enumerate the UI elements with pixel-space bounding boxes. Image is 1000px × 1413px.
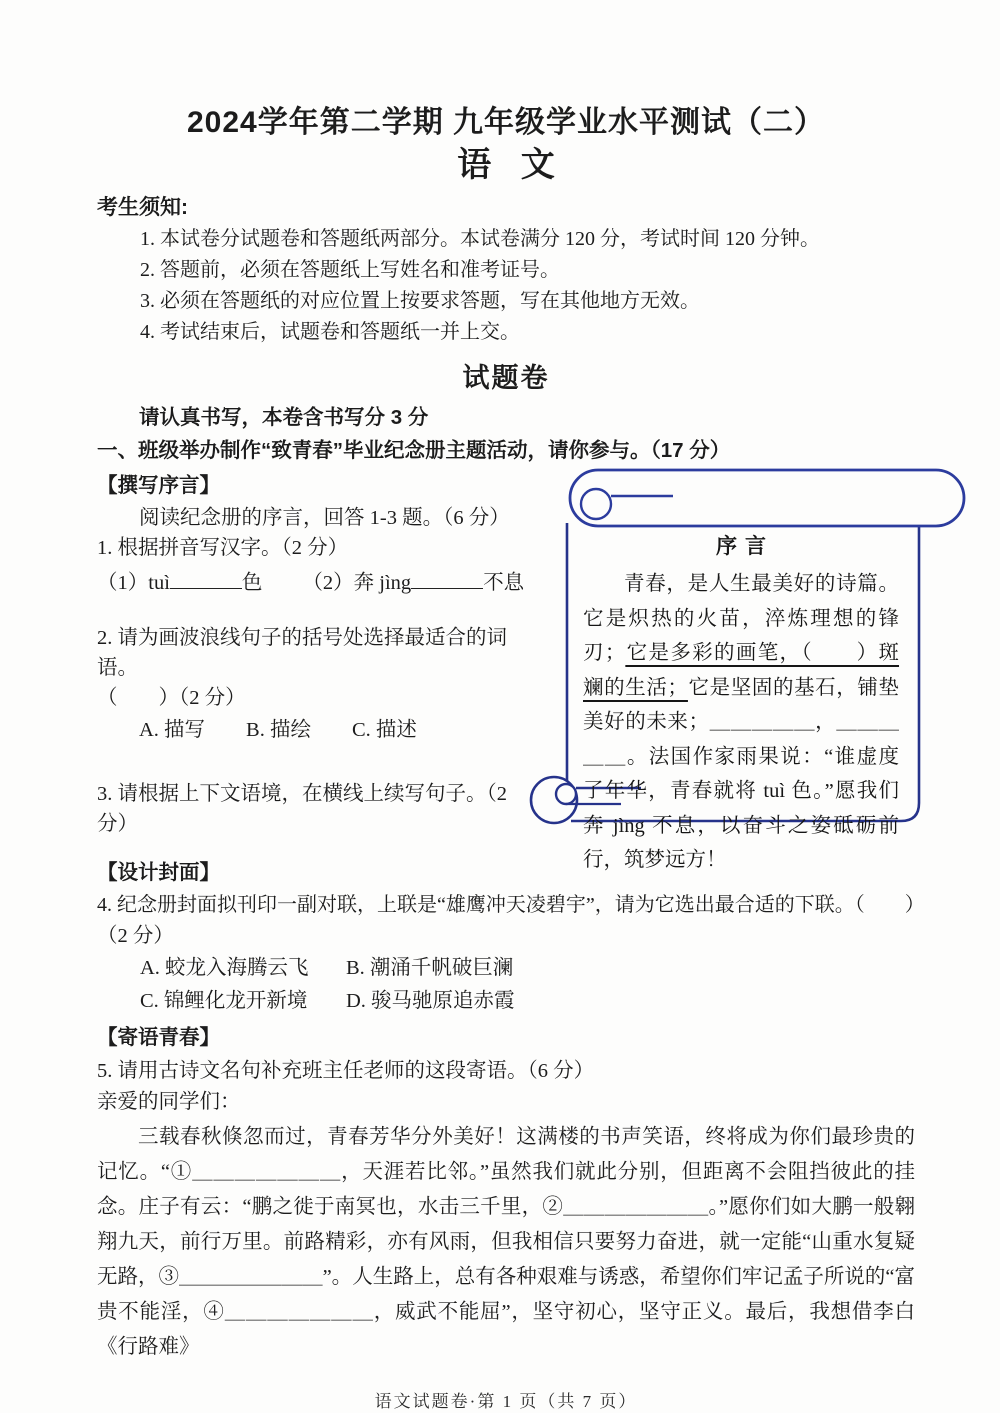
scroll-seg1: 青春，是人生最美好的诗篇。它是炽热的火苗，淬炼理想的锋刃； bbox=[583, 573, 899, 664]
question-2-line1: 2. 请为画波浪线句子的括号处选择最适合的词语。 bbox=[97, 627, 507, 679]
question-4-options-row1 bbox=[97, 952, 915, 984]
handwriting-note: 请认真书写，本卷含书写分 3 分 bbox=[139, 406, 429, 429]
notice-item: 4. 考试结束后，试题卷和答题纸一并上交。 bbox=[140, 321, 520, 343]
preface-intro: 阅读纪念册的序言，回答 1-3 题。（6 分） bbox=[139, 507, 510, 529]
question-1-item-1: （1）tuì 色 bbox=[97, 565, 262, 595]
exam-title: 2024学年第二学期 九年级学业水平测试（二） bbox=[186, 106, 826, 139]
subject-title: 语 文 bbox=[457, 146, 565, 184]
question-4-options-row2 bbox=[97, 985, 915, 1017]
notice-item: 1. 本试卷分试题卷和答题纸两部分。本试卷满分 120 分，考试时间 120 分钟。 bbox=[140, 228, 820, 250]
block-label-youth-message: 【寄语青春】 bbox=[97, 1026, 220, 1049]
block-label-cover-design: 【设计封面】 bbox=[97, 861, 220, 884]
salutation: 亲爱的同学们： bbox=[97, 1091, 241, 1113]
option-a: A. 蛟龙入海腾云飞 bbox=[140, 957, 309, 979]
notice-item: 3. 必须在答题纸的对应位置上按要求答题，写在其他地方无效。 bbox=[140, 290, 700, 312]
notice-list bbox=[97, 224, 915, 348]
scroll-seg3: 它是坚固的基石，铺垫美好的未来；＿＿＿＿＿，＿＿＿＿＿。法国作家雨果说：“谁虚度了年华，青春就将 tuì 色。”愿我们奔 jìng 不息，以奋斗之姿砥砺前行，筑梦远方！ bbox=[583, 676, 900, 871]
block-label-preface: 【撰写序言】 bbox=[97, 474, 220, 497]
teacher-message-paragraph: 三载春秋倏忽而过，青春芳华分外美好！这满楼的书声笑语，终将成为你们最珍贵的记忆。“①＿＿＿＿＿＿＿，天涯若比邻。”虽然我们就此分别，但距离不会阻挡彼此的挂念。庄子有云：“鹏之徙于南冥也，水击三千里，②＿＿＿＿＿＿＿。”愿你们如大鹏一般翱翔九天，前行万里。前路精彩，亦有风雨，但我相信只要努力奋进，就一定能“山重水复疑无路，③＿＿＿＿＿＿＿”。人生路上，总有各种艰难与诱惑，希望你们牢记孟子所说的“富贵不能淫，④＿＿＿＿＿＿＿，威武不能屈”，坚守初心，坚守正义。最后，我想借李白《行路难》 bbox=[97, 1126, 915, 1358]
question-1: 1. 根据拼音写汉字。（2 分） bbox=[97, 537, 349, 559]
page-footer: 语文试题卷·第 1 页（共 7 页） bbox=[374, 1392, 638, 1411]
scroll-content bbox=[583, 531, 899, 898]
question-4: 4. 纪念册封面拟刊印一副对联，上联是“雄鹰冲天凌碧宇”，请为它选出最合适的下联。（ ） bbox=[97, 894, 925, 916]
scroll-seg2-wavy-underlined: 它是多彩的画笔，（ ）斑斓的生活； bbox=[583, 642, 900, 699]
two-column-area bbox=[97, 471, 915, 871]
question-5: 5. 请用古诗文名句补充班主任老师的这段寄语。（6 分） bbox=[97, 1060, 595, 1082]
paper-section-title: 试题卷 bbox=[462, 363, 550, 393]
notice-item: 2. 答题前，必须在答题纸上写姓名和准考证号。 bbox=[140, 259, 560, 281]
option-d: D. 骏马驰原追赤霞 bbox=[346, 990, 515, 1012]
question-2-line2: （ ）（2 分） bbox=[97, 687, 246, 709]
scroll-paragraph bbox=[583, 567, 899, 878]
part1-heading: 一、班级举办制作“致青春”毕业纪念册主题活动，请你参与。（17 分） bbox=[97, 439, 731, 462]
question-2-options: A. 描写 B. 描绘 C. 描述 bbox=[139, 719, 417, 741]
scroll-title: 序言 bbox=[716, 534, 774, 558]
option-c: C. 锦鲤化龙开新境 bbox=[140, 990, 308, 1012]
question-1-items bbox=[97, 565, 529, 595]
page-content bbox=[97, 0, 925, 1412]
question-4-score: （2 分） bbox=[97, 925, 174, 947]
preface-scroll-graphic bbox=[523, 467, 979, 871]
answer-blank bbox=[170, 568, 242, 589]
answer-blank bbox=[411, 568, 483, 589]
left-column bbox=[97, 471, 529, 839]
question-3: 3. 请根据上下文语境，在横线上续写句子。（2 分） bbox=[97, 783, 507, 835]
option-b: B. 潮涌千帆破巨澜 bbox=[346, 957, 514, 979]
question-1-item-2: （2）奔 jìng 不息 bbox=[302, 565, 524, 595]
notice-heading: 考生须知: bbox=[97, 196, 188, 219]
